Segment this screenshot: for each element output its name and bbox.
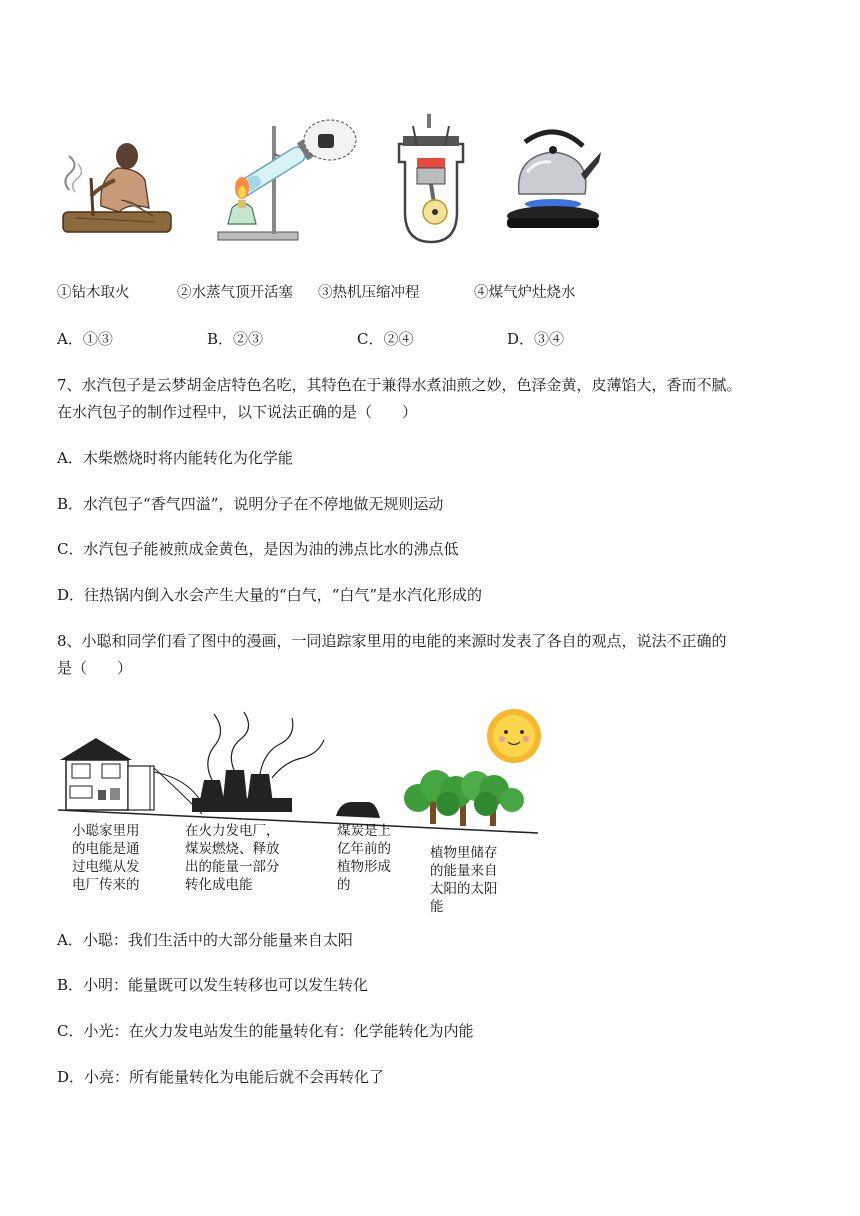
- q6-figure-row: [55, 112, 615, 252]
- q8-option-b[interactable]: B．小明：能量既可以发生转移也可以发生转化: [57, 976, 369, 994]
- cartoon-caption-coal: 煤炭是上 亿年前的 植物形成 的: [337, 823, 391, 893]
- q8-option-a[interactable]: A．小聪：我们生活中的大部分能量来自太阳: [57, 931, 353, 949]
- sun-icon: [487, 709, 541, 763]
- q7-option-c[interactable]: C．水汽包子能被煎成金黄色，是因为油的沸点比水的沸点低: [57, 540, 459, 558]
- gas-stove-kettle-illustration: [503, 122, 605, 240]
- q8-stem-line2: 是（ ）: [57, 659, 133, 677]
- cartoon-caption-house: 小聪家里用 的电能是通 过电缆从发 电厂传来的: [72, 823, 140, 893]
- q6-caption-2: ②水蒸气顶开活塞: [177, 285, 293, 301]
- test-tube-steam-illustration: [210, 112, 360, 247]
- trees-icon: [404, 770, 524, 826]
- q6-option-d[interactable]: D．③④: [507, 330, 565, 348]
- q7-option-d[interactable]: D．往热锅内倒入水会产生大量的“白气，“白气”是水汽化形成的: [57, 586, 483, 604]
- q8-option-c[interactable]: C．小光：在火力发电站发生的能量转化有：化学能转化为内能: [57, 1022, 474, 1040]
- q8-option-d[interactable]: D．小亮：所有能量转化为电能后就不会再转化了: [57, 1068, 385, 1086]
- house-icon: [60, 738, 154, 810]
- q6-option-b[interactable]: B．②③: [207, 330, 264, 348]
- q7-option-b[interactable]: B．水汽包子“香气四溢”，说明分子在不停地做无规则运动: [57, 495, 444, 513]
- wood-drilling-illustration: [55, 130, 175, 248]
- q6-option-c[interactable]: C．②④: [357, 330, 414, 348]
- q6-caption-1: ①钻木取火: [57, 285, 130, 301]
- q6-caption-4: ④煤气炉灶烧水: [474, 285, 576, 301]
- energy-source-cartoon: [58, 700, 548, 840]
- q6-option-a[interactable]: A．①③: [57, 330, 113, 348]
- q7-stem-line1: 7、水汽包子是云梦胡金店特色名吃，其特色在于兼得水煮油煎之妙，色泽金黄，皮薄馅大，香而不腻。: [57, 376, 742, 394]
- q7-stem-line2: 在水汽包子的制作过程中，以下说法正确的是（ ）: [57, 403, 418, 421]
- heat-engine-compression-illustration: [395, 112, 467, 248]
- cartoon-caption-plants: 植物里储存 的能量来自 太阳的太阳 能: [430, 845, 498, 915]
- coal-mound-icon: [336, 802, 380, 818]
- cartoon-caption-power-plant: 在火力发电厂， 煤炭燃烧、释放 出的能量一部分 转化成电能: [185, 823, 280, 893]
- q8-stem-line1: 8、小聪和同学们看了图中的漫画，一同追踪家里用的电能的来源时发表了各自的观点，说法不正确的: [57, 632, 727, 650]
- power-plant-icon: [192, 712, 324, 812]
- q6-caption-3: ③热机压缩冲程: [318, 285, 420, 301]
- q7-option-a[interactable]: A．木柴燃烧时将内能转化为化学能: [57, 449, 293, 467]
